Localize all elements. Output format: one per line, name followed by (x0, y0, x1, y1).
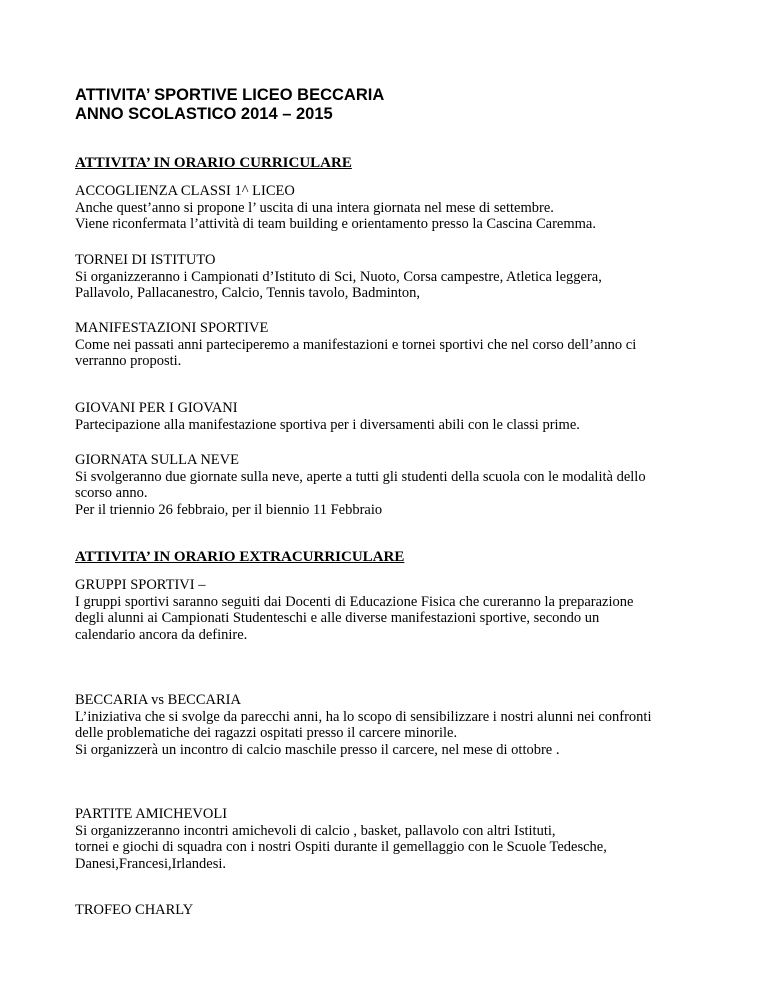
block-title: GIORNATA SULLA NEVE (75, 452, 239, 468)
block-title: ACCOGLIENZA CLASSI 1^ LICEO (75, 183, 295, 199)
block-title: TROFEO CHARLY (75, 902, 194, 918)
block-line: delle problematiche dei ragazzi ospitati presso il carcere minorile. (75, 725, 458, 741)
block-title: MANIFESTAZIONI SPORTIVE (75, 320, 269, 336)
block-line: Per il triennio 26 febbraio, per il biennio 11 Febbraio (75, 501, 383, 518)
block-line: Pallavolo, Pallacanestro, Calcio, Tennis tavolo, Badminton, (75, 285, 421, 301)
block-line: I gruppi sportivi saranno seguiti dai Docenti di Educazione Fisica che cureranno la preparazione (75, 593, 634, 610)
block-line: Si organizzeranno i Campionati d’Istituto di Sci, Nuoto, Corsa campestre, Atletica leggera, (75, 268, 602, 285)
block-gruppi (75, 577, 715, 643)
block-amichevoli (75, 806, 715, 872)
block-title: BECCARIA vs BECCARIA (75, 692, 241, 708)
block-giovani (75, 400, 715, 433)
block-line: verranno proposti. (75, 353, 182, 369)
block-line: calendario ancora da definire. (75, 626, 248, 643)
block-line: Danesi,Francesi,Irlandesi. (75, 855, 226, 872)
block-title: PARTITE AMICHEVOLI (75, 806, 228, 822)
block-line: Come nei passati anni parteciperemo a manifestazioni e tornei sportivi che nel corso dell’anno ci (75, 336, 637, 353)
block-line: Partecipazione alla manifestazione sportiva per i diversamenti abili con le classi prime. (75, 416, 580, 433)
block-manifestazioni (75, 320, 715, 370)
block-trofeo (75, 902, 715, 919)
section-heading-curriculare: ATTIVITA’ IN ORARIO CURRICULARE (75, 155, 352, 171)
block-line: Si organizzerà un incontro di calcio maschile presso il carcere, nel mese di ottobre . (75, 741, 560, 758)
block-line: Si organizzeranno incontri amichevoli di calcio , basket, pallavolo con altri Istituti, (75, 822, 556, 839)
block-tornei (75, 252, 715, 302)
document-title-line2: ANNO SCOLASTICO 2014 – 2015 (75, 105, 333, 123)
block-line: tornei e giochi di squadra con i nostri Ospiti durante il gemellaggio con le Scuole Tedesche, (75, 839, 607, 855)
block-line: scorso anno. (75, 485, 148, 501)
block-line: Si svolgeranno due giornate sulla neve, aperte a tutti gli studenti della scuola con le modalità dello (75, 468, 646, 485)
block-accoglienza (75, 183, 715, 233)
block-title: GIOVANI PER I GIOVANI (75, 400, 238, 416)
block-title: TORNEI DI ISTITUTO (75, 252, 216, 268)
block-beccaria (75, 692, 715, 758)
block-neve (75, 452, 715, 518)
block-line: Viene riconfermata l’attività di team building e orientamento presso la Cascina Caremma. (75, 216, 596, 232)
block-title: GRUPPI SPORTIVI – (75, 577, 206, 593)
section-heading-extracurriculare: ATTIVITA’ IN ORARIO EXTRACURRICULARE (75, 549, 405, 565)
block-line: degli alunni ai Campionati Studenteschi e alle diverse manifestazioni sportive, secondo un (75, 610, 600, 626)
block-line: Anche quest’anno si propone l’ uscita di una intera giornata nel mese di settembre. (75, 199, 554, 216)
block-line: L’iniziativa che si svolge da parecchi anni, ha lo scopo di sensibilizzare i nostri alunni nei confronti (75, 708, 652, 725)
document-title-line1: ATTIVITA’ SPORTIVE LICEO BECCARIA (75, 86, 385, 104)
